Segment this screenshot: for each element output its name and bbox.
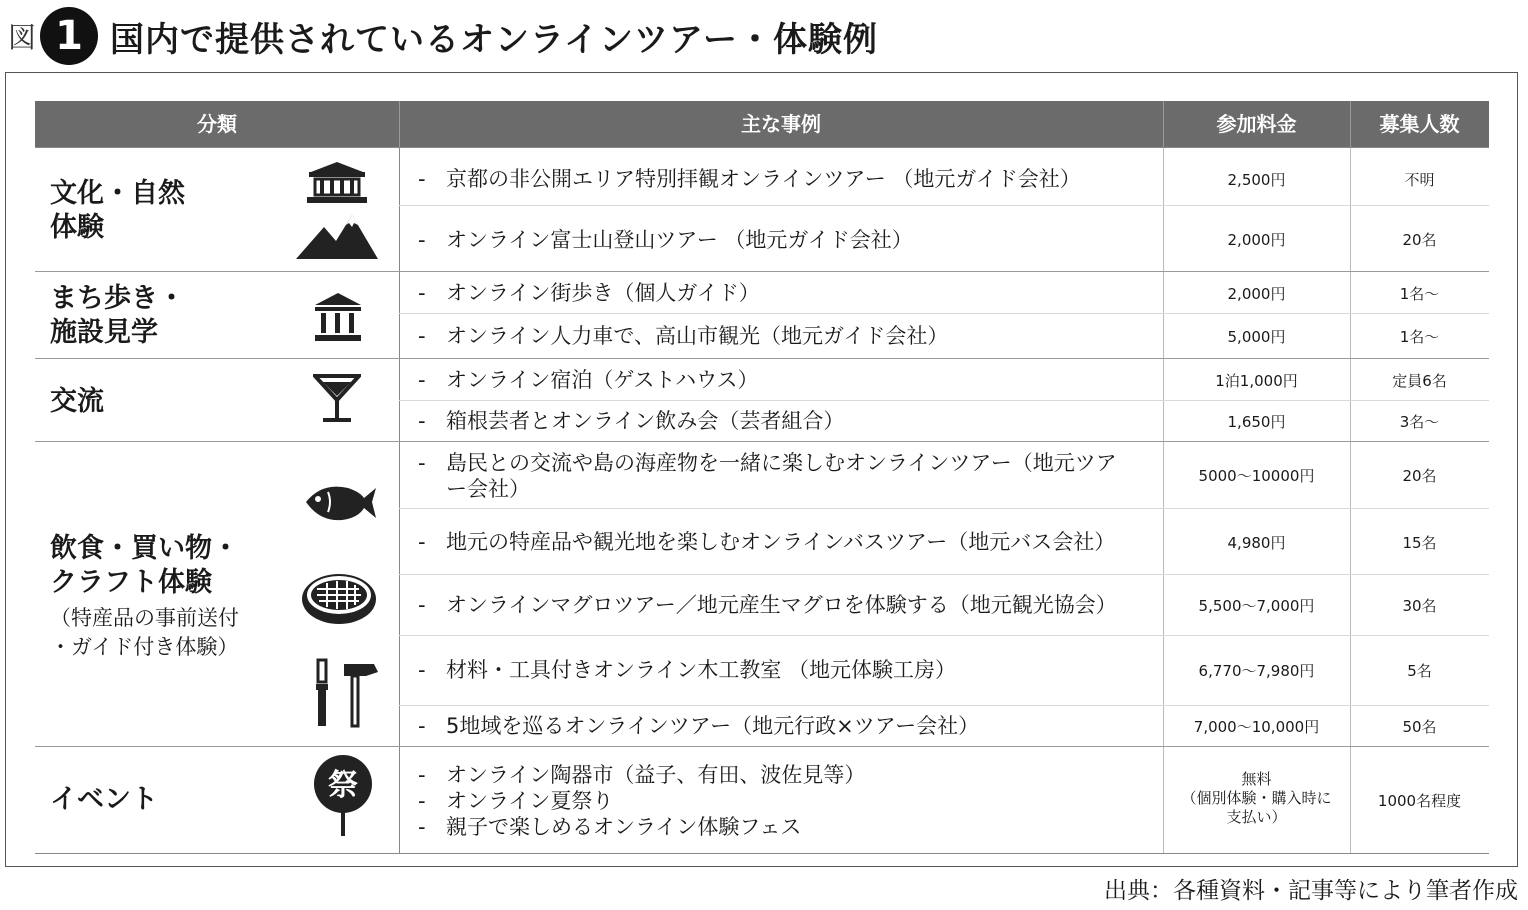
category-exchange [50,385,104,419]
fee-cell: 無料 （個別体験・購入時に 支払い） [1181,770,1332,826]
category-line: 施設見学 [50,317,158,348]
source-note: 出典：各種資料・記事等により筆者作成 [1104,878,1518,904]
recruits-cell: 定員6名 [1392,372,1447,390]
recruits-cell: 20名 [1402,467,1437,485]
festival-char: 祭 [328,768,358,803]
cocktail-icon [313,374,361,424]
fish-icon [302,480,378,526]
example-row: - 箱根芸者とオンライン飲み会（芸者組合） [418,409,845,433]
header-recruits: 募集人数 [1379,112,1460,136]
example-row: - オンライン夏祭り [418,789,614,813]
temple-icon [305,160,369,206]
example-row: - 京都の非公開エリア特別拝観オンラインツアー （地元ガイド会社） [418,167,1081,191]
fee-cell: 6,770～7,980円 [1198,662,1315,680]
category-line: 文化・自然 [50,178,185,209]
category-culture-nature [50,177,185,245]
recruits-cell: 1名～ [1399,328,1440,346]
tools-icon [312,658,380,728]
category-line: 体験 [50,212,104,243]
example-row: - オンラインマグロツアー／地元産生マグロを体験する（地元観光協会） [418,593,1117,617]
example-row: - オンライン宿泊（ゲストハウス） [418,368,759,392]
fee-cell: 5,500～7,000円 [1198,597,1315,615]
fee-cell: 4,980円 [1227,534,1286,552]
fee-cell: 7,000～10,000円 [1193,718,1320,736]
recruits-cell: 20名 [1402,231,1437,249]
example-row: - 材料・工具付きオンライン木工教室 （地元体験工房） [418,658,957,682]
museum-icon [313,291,363,343]
recruits-cell: 15名 [1402,534,1437,552]
recruits-cell: 50名 [1402,718,1437,736]
figure-number-badge: 1 [40,7,98,65]
category-line: 交流 [50,386,104,417]
recruits-cell: 3名～ [1399,413,1440,431]
table-header [35,101,1489,147]
example-row: - オンライン街歩き（個人ガイド） [418,281,760,305]
recruits-cell: 不明 [1404,171,1435,189]
category-food-shopping-craft [50,532,239,662]
col-divider-2 [1163,147,1164,853]
fee-cell: 2,000円 [1227,231,1286,249]
figure-title-bar [8,6,878,66]
example-row: - 親子で楽しめるオンライン体験フェス [418,815,802,839]
festival-fan-icon [308,754,378,838]
category-line: まち歩き・ [50,283,185,314]
fee-cell: 1泊1,000円 [1215,372,1298,390]
example-row: - 5地域を巡るオンラインツアー（地元行政×ツアー会社） [418,714,980,738]
col-divider-3 [1350,147,1351,853]
header-category: 分類 [197,112,237,136]
example-row: - オンライン富士山登山ツアー （地元ガイド会社） [418,228,913,252]
category-line: クラフト体験 [50,567,212,598]
category-sub-line: （特産品の事前送付 [50,606,239,630]
category-line: イベント [50,784,158,815]
figure-label: 図 [8,21,37,54]
fee-cell: 2,000円 [1227,285,1286,303]
category-event [50,783,158,817]
fee-cell: 5,000円 [1227,328,1286,346]
example-row: - オンライン人力車で、高山市観光（地元ガイド会社） [418,324,949,348]
recruits-cell: 1名～ [1399,285,1440,303]
mountain-icon [296,213,378,261]
recruits-cell: 1000名程度 [1377,792,1462,810]
category-line: 飲食・買い物・ [50,533,239,564]
recruits-cell: 5名 [1407,662,1432,680]
fee-cell: 5000～10000円 [1198,467,1315,485]
col-divider-1 [399,147,400,853]
example-row: - 島民との交流や島の海産物を一緒に楽しむオンラインツアー（地元ツアー会社） [418,451,1117,501]
header-examples: 主な事例 [741,112,821,136]
steak-icon [299,567,379,627]
example-row: - オンライン陶器市（益子、有田、波佐見等） [418,763,866,787]
example-row: - 地元の特産品や観光地を楽しむオンラインバスツアー（地元バス会社） [418,530,1116,554]
header-fee: 参加料金 [1216,112,1297,136]
figure-title: 国内で提供されているオンラインツアー・体験例 [110,19,878,60]
category-sub-line: ・ガイド付き体験） [50,635,239,659]
category-town-walk [50,282,185,350]
fee-cell: 2,500円 [1227,171,1286,189]
recruits-cell: 30名 [1402,597,1437,615]
fee-cell: 1,650円 [1227,413,1286,431]
